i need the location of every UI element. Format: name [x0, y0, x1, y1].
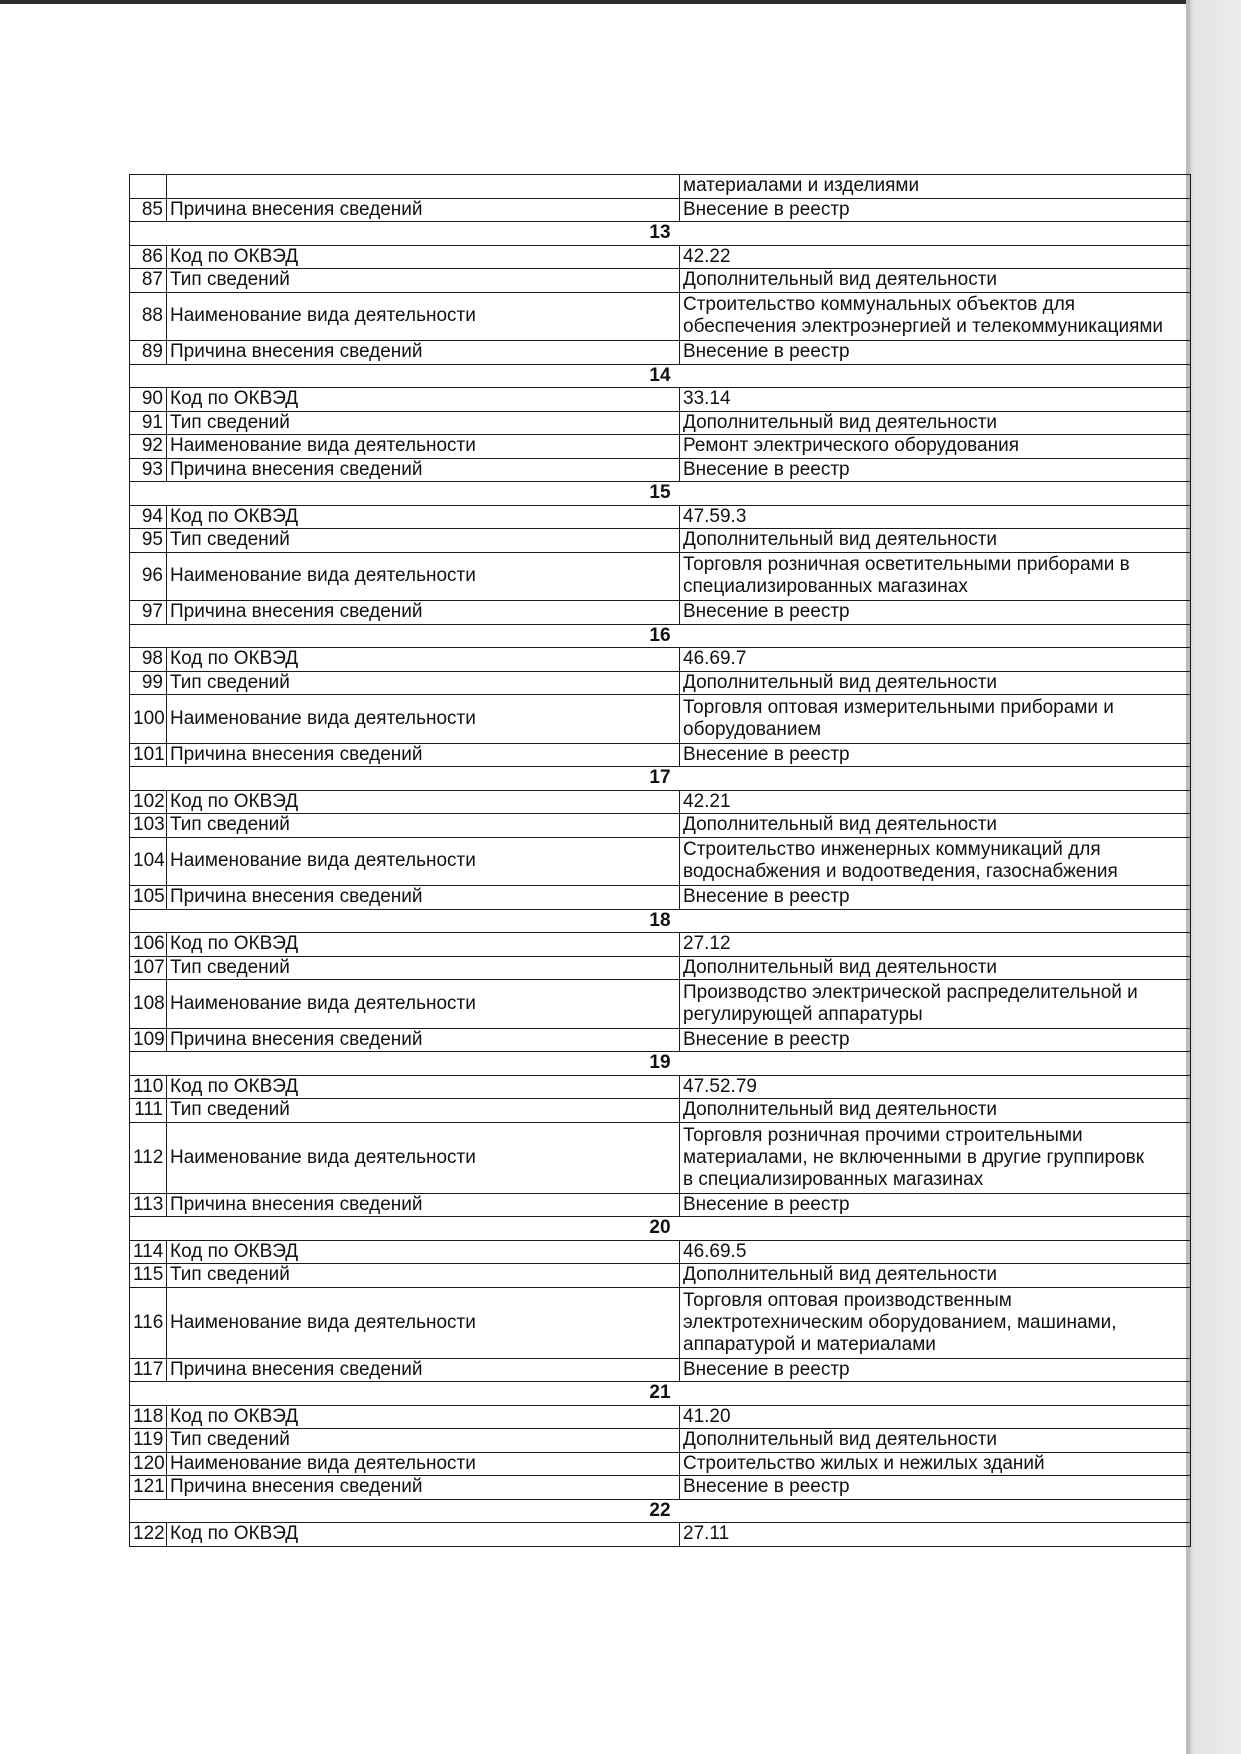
row-value [680, 1476, 1191, 1500]
row-number: 110 [130, 1075, 167, 1099]
section-header-row [130, 1382, 1191, 1406]
row-value-line: Дополнительный вид деятельности [683, 814, 998, 836]
row-value-line: Дополнительный вид деятельности [683, 529, 998, 551]
row-number: 113 [130, 1193, 167, 1217]
row-label: Наименование вида деятельности [167, 1287, 680, 1358]
row-value-line: Дополнительный вид деятельности [683, 1264, 998, 1286]
row-value-line: Производство электрической распределительной и [683, 981, 1138, 1003]
row-value [680, 458, 1191, 482]
row-label: Код по ОКВЭД [167, 648, 680, 672]
row-label: Наименование вида деятельности [167, 1122, 680, 1193]
row-value-line: 46.69.5 [683, 1240, 747, 1262]
table-row [130, 1523, 1191, 1547]
row-label: Код по ОКВЭД [167, 790, 680, 814]
row-value-line: 47.59.3 [683, 505, 747, 527]
table-row [130, 198, 1191, 222]
row-label: Причина внесения сведений [167, 1193, 680, 1217]
row-value [680, 695, 1191, 744]
table-row [130, 601, 1191, 625]
row-value [680, 1075, 1191, 1099]
row-value [680, 411, 1191, 435]
row-value-line: Дополнительный вид деятельности [683, 1099, 998, 1121]
row-number: 122 [130, 1523, 167, 1547]
section-number: 16 [130, 624, 1191, 648]
section-header-row [130, 624, 1191, 648]
row-value-line: Ремонт электрического оборудования [683, 435, 1019, 457]
row-label: Причина внесения сведений [167, 341, 680, 365]
row-value [680, 505, 1191, 529]
table-row [130, 933, 1191, 957]
section-header-row [130, 1499, 1191, 1523]
section-header-row [130, 1217, 1191, 1241]
row-label: Наименование вида деятельности [167, 837, 680, 886]
row-label: Причина внесения сведений [167, 1028, 680, 1052]
section-number: 20 [130, 1217, 1191, 1241]
row-number: 108 [130, 980, 167, 1029]
table-row [130, 245, 1191, 269]
row-number: 87 [130, 269, 167, 293]
row-value [680, 886, 1191, 910]
row-label: Причина внесения сведений [167, 743, 680, 767]
row-value: Внесение в реестр [680, 198, 1191, 222]
row-value-line: 42.21 [683, 790, 731, 812]
section-number: 15 [130, 482, 1191, 506]
table-row [130, 341, 1191, 365]
row-value [680, 980, 1191, 1029]
table-row [130, 1358, 1191, 1382]
row-value [680, 1193, 1191, 1217]
row-number: 102 [130, 790, 167, 814]
table-row [130, 671, 1191, 695]
row-number: 101 [130, 743, 167, 767]
row-label: Наименование вида деятельности [167, 292, 680, 341]
row-number: 90 [130, 388, 167, 412]
scan-top-edge [0, 0, 1190, 4]
section-number: 22 [130, 1499, 1191, 1523]
row-value-line: Внесение в реестр [683, 601, 850, 623]
row-number: 109 [130, 1028, 167, 1052]
row-value [680, 790, 1191, 814]
row-number: 89 [130, 341, 167, 365]
row-label: Тип сведений [167, 269, 680, 293]
row-label: Код по ОКВЭД [167, 1075, 680, 1099]
row-label: Код по ОКВЭД [167, 1240, 680, 1264]
table-row [130, 1405, 1191, 1429]
table-row [130, 1287, 1191, 1358]
row-number: 93 [130, 458, 167, 482]
row-value [680, 1429, 1191, 1453]
row-value-line: Внесение в реестр [683, 1028, 850, 1050]
row-label: Тип сведений [167, 1099, 680, 1123]
table-row [130, 292, 1191, 341]
row-number: 105 [130, 886, 167, 910]
row-value-line: оборудованием [683, 718, 822, 740]
row-value [680, 1523, 1191, 1547]
row-number: 88 [130, 292, 167, 341]
row-label: Наименование вида деятельности [167, 552, 680, 601]
row-value-line: 33.14 [683, 388, 731, 410]
row-value-line: аппаратурой и материалами [683, 1333, 936, 1355]
row-label: Тип сведений [167, 1429, 680, 1453]
row-label: Причина внесения сведений [167, 1358, 680, 1382]
row-number: 116 [130, 1287, 167, 1358]
row-value [680, 245, 1191, 269]
table-row [130, 1264, 1191, 1288]
row-value-line: водоснабжения и водоотведения, газоснабжения [683, 861, 1118, 883]
table-row [130, 790, 1191, 814]
row-number: 120 [130, 1452, 167, 1476]
row-number: 95 [130, 529, 167, 553]
row-value [680, 1264, 1191, 1288]
row-number: 103 [130, 814, 167, 838]
row-label: Наименование вида деятельности [167, 1452, 680, 1476]
row-label: Код по ОКВЭД [167, 245, 680, 269]
row-number: 104 [130, 837, 167, 886]
table-row [130, 1075, 1191, 1099]
row-label: Тип сведений [167, 529, 680, 553]
row-label: Код по ОКВЭД [167, 388, 680, 412]
row-number: 112 [130, 1122, 167, 1193]
row-label: Код по ОКВЭД [167, 1523, 680, 1547]
row-value-line: Строительство жилых и нежилых зданий [683, 1452, 1045, 1474]
row-number [130, 175, 167, 199]
row-value [680, 1287, 1191, 1358]
row-value [680, 1122, 1191, 1193]
row-value [680, 814, 1191, 838]
registry-table [129, 174, 1191, 1547]
table-row [130, 956, 1191, 980]
row-value [680, 435, 1191, 459]
row-number: 91 [130, 411, 167, 435]
row-value [680, 388, 1191, 412]
row-label: Причина внесения сведений [167, 601, 680, 625]
row-value-line: Торговля розничная осветительными приборами в [683, 554, 1130, 576]
row-value-line: 42.22 [683, 245, 731, 267]
row-value [680, 648, 1191, 672]
row-number: 117 [130, 1358, 167, 1382]
row-number: 98 [130, 648, 167, 672]
table-row-continuation [130, 175, 1191, 199]
section-number: 21 [130, 1382, 1191, 1406]
row-value [680, 1405, 1191, 1429]
row-value [680, 1099, 1191, 1123]
row-value [680, 956, 1191, 980]
row-label: Тип сведений [167, 814, 680, 838]
table-row [130, 886, 1191, 910]
row-number: 115 [130, 1264, 167, 1288]
row-value-line: Строительство инженерных коммуникаций для [683, 839, 1101, 861]
row-value-line: Торговля оптовая производственным [683, 1289, 1012, 1311]
row-value-line: Внесение в реестр [683, 1358, 850, 1380]
table-row [130, 269, 1191, 293]
table-row [130, 552, 1191, 601]
registry-table-body [130, 175, 1191, 1547]
row-value [680, 837, 1191, 886]
row-label: Тип сведений [167, 956, 680, 980]
row-value-line: Внесение в реестр [683, 886, 850, 908]
section-header-row [130, 482, 1191, 506]
row-number: 100 [130, 695, 167, 744]
table-row [130, 1099, 1191, 1123]
table-row [130, 1476, 1191, 1500]
section-number: 18 [130, 909, 1191, 933]
table-row [130, 837, 1191, 886]
row-label: Причина внесения сведений [167, 198, 680, 222]
row-value-line: Торговля оптовая измерительными приборами и [683, 696, 1114, 718]
table-row [130, 505, 1191, 529]
row-value-line: Дополнительный вид деятельности [683, 269, 998, 291]
row-value-line: Дополнительный вид деятельности [683, 1429, 998, 1451]
section-number: 14 [130, 364, 1191, 388]
row-value [680, 341, 1191, 365]
row-number: 85 [130, 198, 167, 222]
row-label: Код по ОКВЭД [167, 505, 680, 529]
table-row [130, 1122, 1191, 1193]
row-value [680, 1028, 1191, 1052]
row-value [680, 933, 1191, 957]
row-value-line: Внесение в реестр [683, 743, 850, 765]
row-value-line: 27.11 [683, 1523, 730, 1545]
row-value-line: Внесение в реестр [683, 1476, 850, 1498]
section-header-row [130, 364, 1191, 388]
row-label: Причина внесения сведений [167, 886, 680, 910]
table-row [130, 529, 1191, 553]
row-value-line: Внесение в реестр [683, 341, 850, 363]
row-label: Причина внесения сведений [167, 1476, 680, 1500]
row-label: Тип сведений [167, 1264, 680, 1288]
table-row [130, 743, 1191, 767]
row-number: 119 [130, 1429, 167, 1453]
row-label: Тип сведений [167, 671, 680, 695]
table-row [130, 458, 1191, 482]
section-number: 13 [130, 222, 1191, 246]
row-label: Наименование вида деятельности [167, 435, 680, 459]
row-value [680, 601, 1191, 625]
table-row [130, 695, 1191, 744]
row-value-line: 41.20 [683, 1405, 731, 1427]
row-number: 118 [130, 1405, 167, 1429]
table-row [130, 1429, 1191, 1453]
row-value-line: Дополнительный вид деятельности [683, 411, 998, 433]
row-number: 94 [130, 505, 167, 529]
section-number: 17 [130, 767, 1191, 791]
row-value-line: регулирующей аппаратуры [683, 1003, 923, 1025]
row-value-line: электротехническим оборудованием, машинами, [683, 1311, 1117, 1333]
row-value-line: 47.52.79 [683, 1075, 757, 1097]
scan-right-margin [1190, 0, 1241, 1754]
row-value [680, 1358, 1191, 1382]
section-header-row [130, 767, 1191, 791]
row-label: Код по ОКВЭД [167, 1405, 680, 1429]
row-value [680, 552, 1191, 601]
row-value: материалами и изделиями [680, 175, 1191, 199]
row-value-line: Строительство коммунальных объектов для [683, 294, 1076, 316]
section-header-row [130, 1052, 1191, 1076]
row-value [680, 743, 1191, 767]
table-row [130, 980, 1191, 1029]
row-number: 92 [130, 435, 167, 459]
table-row [130, 648, 1191, 672]
row-number: 107 [130, 956, 167, 980]
row-number: 96 [130, 552, 167, 601]
row-value [680, 671, 1191, 695]
table-row [130, 1240, 1191, 1264]
row-value [680, 292, 1191, 341]
row-number: 106 [130, 933, 167, 957]
row-number: 86 [130, 245, 167, 269]
row-value-line: обеспечения электроэнергией и телекоммуникациями [683, 316, 1164, 338]
row-label: Наименование вида деятельности [167, 980, 680, 1029]
row-number: 99 [130, 671, 167, 695]
row-label [167, 175, 680, 199]
table-row [130, 1193, 1191, 1217]
row-number: 111 [130, 1099, 167, 1123]
row-value-line: специализированных магазинах [683, 576, 968, 598]
row-number: 121 [130, 1476, 167, 1500]
row-value-line: Дополнительный вид деятельности [683, 671, 998, 693]
section-header-row [130, 222, 1191, 246]
row-label: Тип сведений [167, 411, 680, 435]
table-row [130, 435, 1191, 459]
row-value [680, 269, 1191, 293]
row-label: Наименование вида деятельности [167, 695, 680, 744]
table-row [130, 814, 1191, 838]
row-value-line: материалами, не включенными в другие группировк [683, 1146, 1145, 1168]
row-number: 97 [130, 601, 167, 625]
row-value-line: Дополнительный вид деятельности [683, 956, 998, 978]
row-value [680, 1452, 1191, 1476]
row-value [680, 1240, 1191, 1264]
row-label: Код по ОКВЭД [167, 933, 680, 957]
row-value [680, 529, 1191, 553]
table-row [130, 1452, 1191, 1476]
row-value-line: в специализированных магазинах [683, 1168, 984, 1190]
table-row [130, 388, 1191, 412]
row-number: 114 [130, 1240, 167, 1264]
row-value-line: Внесение в реестр [683, 1193, 850, 1215]
section-number: 19 [130, 1052, 1191, 1076]
row-label: Причина внесения сведений [167, 458, 680, 482]
row-value-line: Внесение в реестр [683, 458, 850, 480]
table-row [130, 1028, 1191, 1052]
table-row [130, 411, 1191, 435]
row-value-line: 27.12 [683, 933, 731, 955]
section-header-row [130, 909, 1191, 933]
row-value-line: Торговля розничная прочими строительными [683, 1124, 1083, 1146]
row-value-line: 46.69.7 [683, 648, 747, 670]
